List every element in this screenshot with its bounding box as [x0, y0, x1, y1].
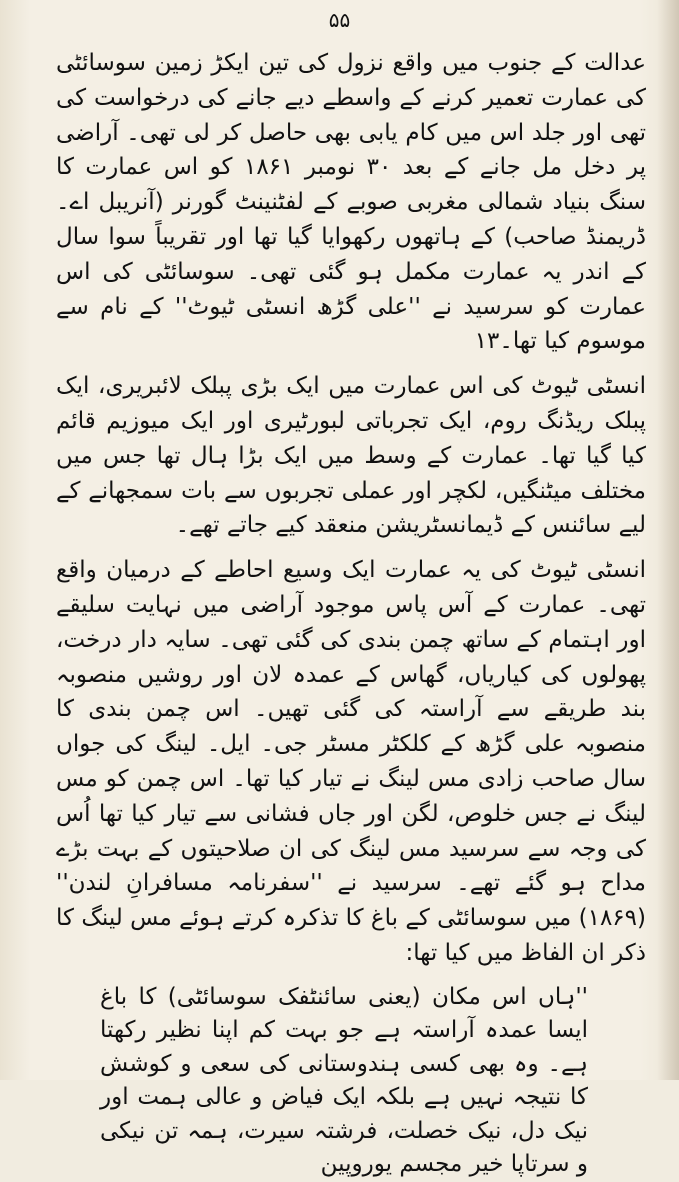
paragraph-garden: انسٹی ٹیوٹ کی یہ عمارت ایک وسیع احاطے کے درمیان واقع تھی۔ عمارت کے آس پاس موجود آراضی میں نہایت سلیقے اور اہتمام کے ساتھ چمن بندی کی گئی تھی۔ سایہ دار درخت، پھولوں کی کیاریاں، گھاس کے عمدہ لان اور روشیں منصوبہ بند طریقے سے آراستہ کی گئی تھیں۔ اس چمن بندی کا منصوبہ علی گڑھ کے کلکٹر مسٹر جی۔ ایل۔ لینگ کی جواں سال صاحب زادی مس لینگ نے تیار کیا تھا۔ اس چمن کو مس لینگ نے جس خلوص، لگن اور جاں فشانی سے تیار کیا تھا اُس کی وجہ سے سرسید مس لینگ کی ان صلاحیتوں کے بہت بڑے مداح ہو گئے تھے۔ سرسید نے ''سفرنامہ مسافرانِ لندن'' (۱۸۶۹) میں سوسائٹی کے باغ کا تذکرہ کرتے ہوئے مس لینگ کا ذکر ان الفاظ میں کیا تھا: — [56, 557, 646, 966]
page-gutter-shadow — [657, 0, 679, 1080]
page-number: ۵۵ — [328, 8, 351, 32]
paragraph-society-building: عدالت کے جنوب میں واقع نزول کی تین ایکڑ زمین سوسائٹی کی عمارت تعمیر کرنے کے واسطے دیے جانے کی درخواست کی تھی اور جلد اس میں کام یابی بھی حاصل کر لی تھی۔ آراضی پر دخل مل جانے کے بعد ۳۰ نومبر ۱۸۶۱ کو اس عمارت کا سنگ بنیاد شمالی مغربی صوبے کے لفٹنینٹ گورنر (آنریبل اے۔ ڈریمنڈ صاحب) کے ہاتھوں رکھوایا گیا تھا اور تقریباً سوا سال کے اندر یہ عمارت مکمل ہو گئی تھی۔ سوسائٹی کی اس عمارت کو سرسید نے ''علی گڑھ انسٹی ٹیوٹ'' کے نام سے موسوم کیا تھا۔۱۳ — [56, 50, 646, 355]
paragraph-institute-facilities: انسٹی ٹیوٹ کی اس عمارت میں ایک بڑی پبلک لائبریری، ایک پبلک ریڈنگ روم، ایک تجرباتی لبورٹیری اور ایک میوزیم قائم کیا گیا تھا۔ عمارت کے وسط میں ایک بڑا ہال تھا جس میں مختلف میٹنگیں، لکچر اور عملی تجربوں سے بات سمجھانے کے لیے سائنس کے ڈیمانسٹریشن منعقد کیے جاتے تھے۔ — [56, 373, 646, 539]
block-quote: ''ہاں اس مکان (یعنی سائنٹفک سوسائٹی) کا باغ ایسا عمدہ آراستہ ہے جو بہت کم اپنا نظیر رکھتا ہے۔ وہ بھی کسی ہندوستانی کی سعی و کوشش کا نتیجہ نہیں ہے بلکہ ایک فیاض و عالی ہمت اور نیک دل، نیک خصلت، فرشتہ سیرت، ہمہ تن نیکی و سرتاپا خیر مجسم یوروپین — [100, 983, 588, 1178]
page-body — [56, 46, 646, 1182]
